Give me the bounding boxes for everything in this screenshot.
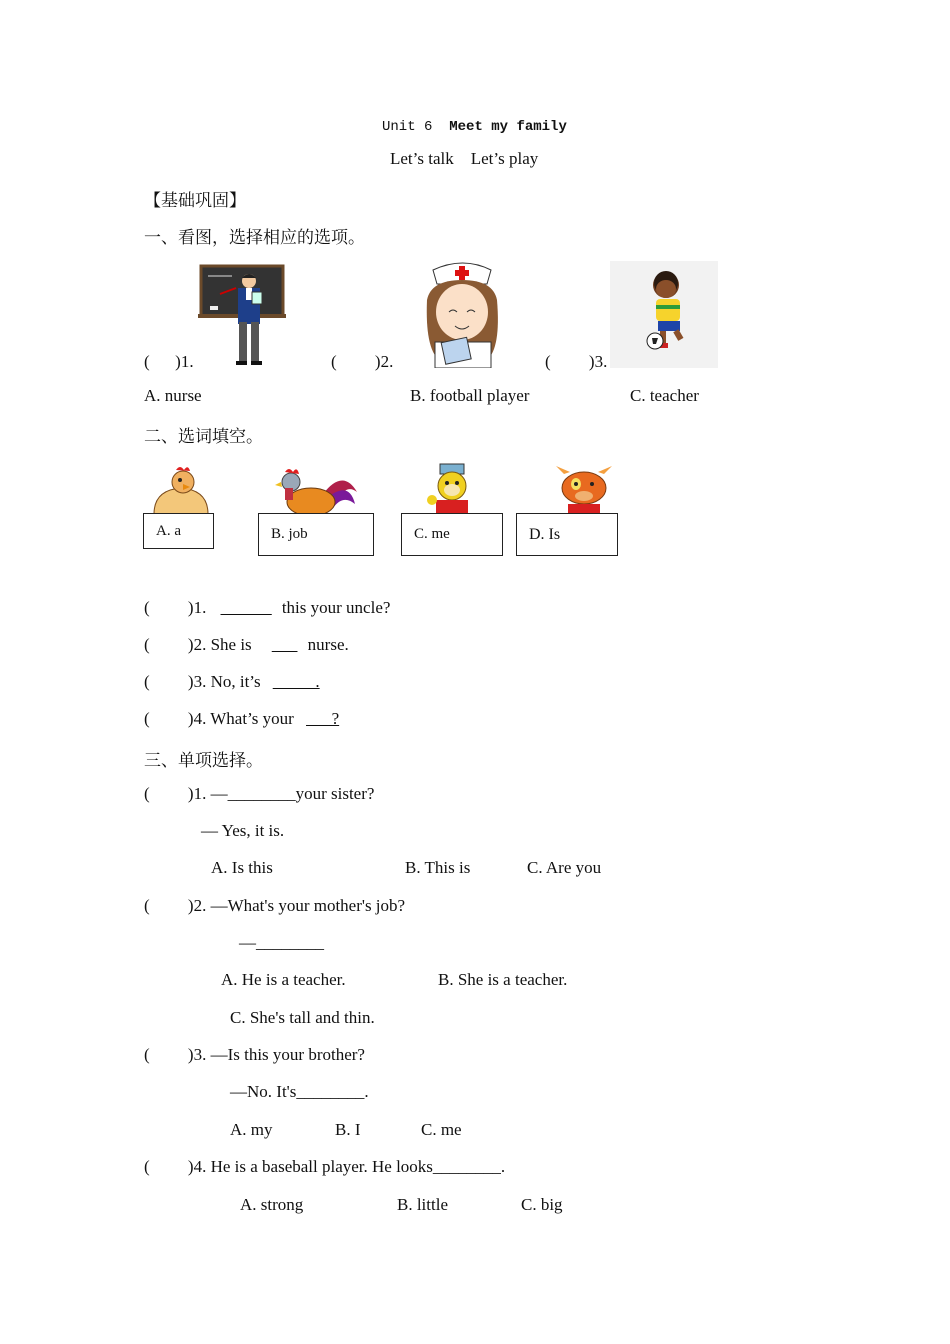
part3-q4-option-a: A. strong bbox=[240, 1195, 304, 1214]
question-text: this your uncle? bbox=[281, 598, 391, 617]
part1-heading: 一、看图，选择相应的选项。 bbox=[144, 228, 365, 248]
chick-picture bbox=[150, 462, 212, 514]
question-text: nurse. bbox=[307, 635, 349, 654]
part3-q3-answer: —No. It's________. bbox=[230, 1082, 369, 1101]
part3-q2-answer: —________ bbox=[239, 933, 324, 952]
answer-blank[interactable]: _____. bbox=[272, 672, 320, 691]
part3-q4-option-c: C. big bbox=[521, 1195, 563, 1214]
part3-q3-option-a: A. my bbox=[230, 1120, 273, 1139]
part3-heading: 三、单项选择。 bbox=[144, 751, 263, 771]
question-number[interactable]: ( )3. No, it’s bbox=[144, 672, 261, 691]
part2-question-2 bbox=[144, 635, 349, 655]
part1-item-1[interactable]: ( )1. bbox=[144, 352, 194, 371]
unit-name: Meet my family bbox=[449, 119, 567, 135]
rooster-picture bbox=[273, 464, 359, 514]
nurse-picture bbox=[417, 260, 509, 368]
part3-q2-option-b: B. She is a teacher. bbox=[438, 970, 568, 989]
question-number[interactable]: ( )4. What’s your bbox=[144, 709, 294, 728]
unit-label: Unit 6 bbox=[382, 119, 433, 135]
part3-q2-option-a: A. He is a teacher. bbox=[221, 970, 346, 989]
monkey-picture bbox=[426, 462, 478, 514]
part1-option-a: A. nurse bbox=[144, 386, 202, 405]
ox-picture bbox=[554, 464, 614, 514]
part3-q4-option-b: B. little bbox=[397, 1195, 448, 1214]
part1-item-2[interactable]: ( )2. bbox=[331, 352, 394, 371]
word-card-a: A. a bbox=[143, 513, 214, 549]
question-number[interactable]: ( )2. She is bbox=[144, 635, 252, 654]
answer-blank[interactable]: ______ bbox=[220, 598, 272, 617]
answer-blank[interactable]: ___ bbox=[271, 635, 298, 654]
answer-blank[interactable]: ___? bbox=[306, 709, 340, 728]
unit-title bbox=[382, 119, 567, 135]
part3-q3-stem[interactable]: ( )3. —Is this your brother? bbox=[144, 1045, 365, 1064]
part1-item-3[interactable]: ( )3. bbox=[545, 352, 608, 371]
football-player-picture bbox=[610, 261, 718, 368]
part2-question-1 bbox=[144, 598, 390, 618]
part2-heading: 二、选词填空。 bbox=[144, 427, 263, 447]
section-label: 【基础巩固】 bbox=[144, 191, 246, 211]
part2-question-3 bbox=[144, 672, 320, 692]
part3-q1-stem[interactable]: ( )1. —________your sister? bbox=[144, 784, 375, 803]
part3-q2-stem[interactable]: ( )2. —What's your mother's job? bbox=[144, 896, 406, 915]
word-card-d: D. Is bbox=[516, 513, 618, 556]
part3-q1-option-a: A. Is this bbox=[211, 858, 273, 877]
part3-q2-option-c: C. She's tall and thin. bbox=[230, 1008, 375, 1027]
part3-q1-option-c: C. Are you bbox=[527, 858, 602, 877]
word-card-b: B. job bbox=[258, 513, 374, 556]
subtitle: Let’s talk Let’s play bbox=[390, 149, 539, 168]
word-card-c: C. me bbox=[401, 513, 503, 556]
part3-q3-option-c: C. me bbox=[421, 1120, 462, 1139]
part3-q4-stem[interactable]: ( )4. He is a baseball player. He looks________. bbox=[144, 1157, 506, 1176]
question-number[interactable]: ( )1. bbox=[144, 598, 207, 617]
teacher-picture bbox=[198, 264, 286, 368]
part3-q1-answer: — Yes, it is. bbox=[201, 821, 285, 840]
part2-question-4 bbox=[144, 709, 339, 729]
part3-q3-option-b: B. I bbox=[335, 1120, 361, 1139]
part1-option-b: B. football player bbox=[410, 386, 530, 405]
part1-option-c: C. teacher bbox=[630, 386, 699, 405]
part3-q1-option-b: B. This is bbox=[405, 858, 471, 877]
